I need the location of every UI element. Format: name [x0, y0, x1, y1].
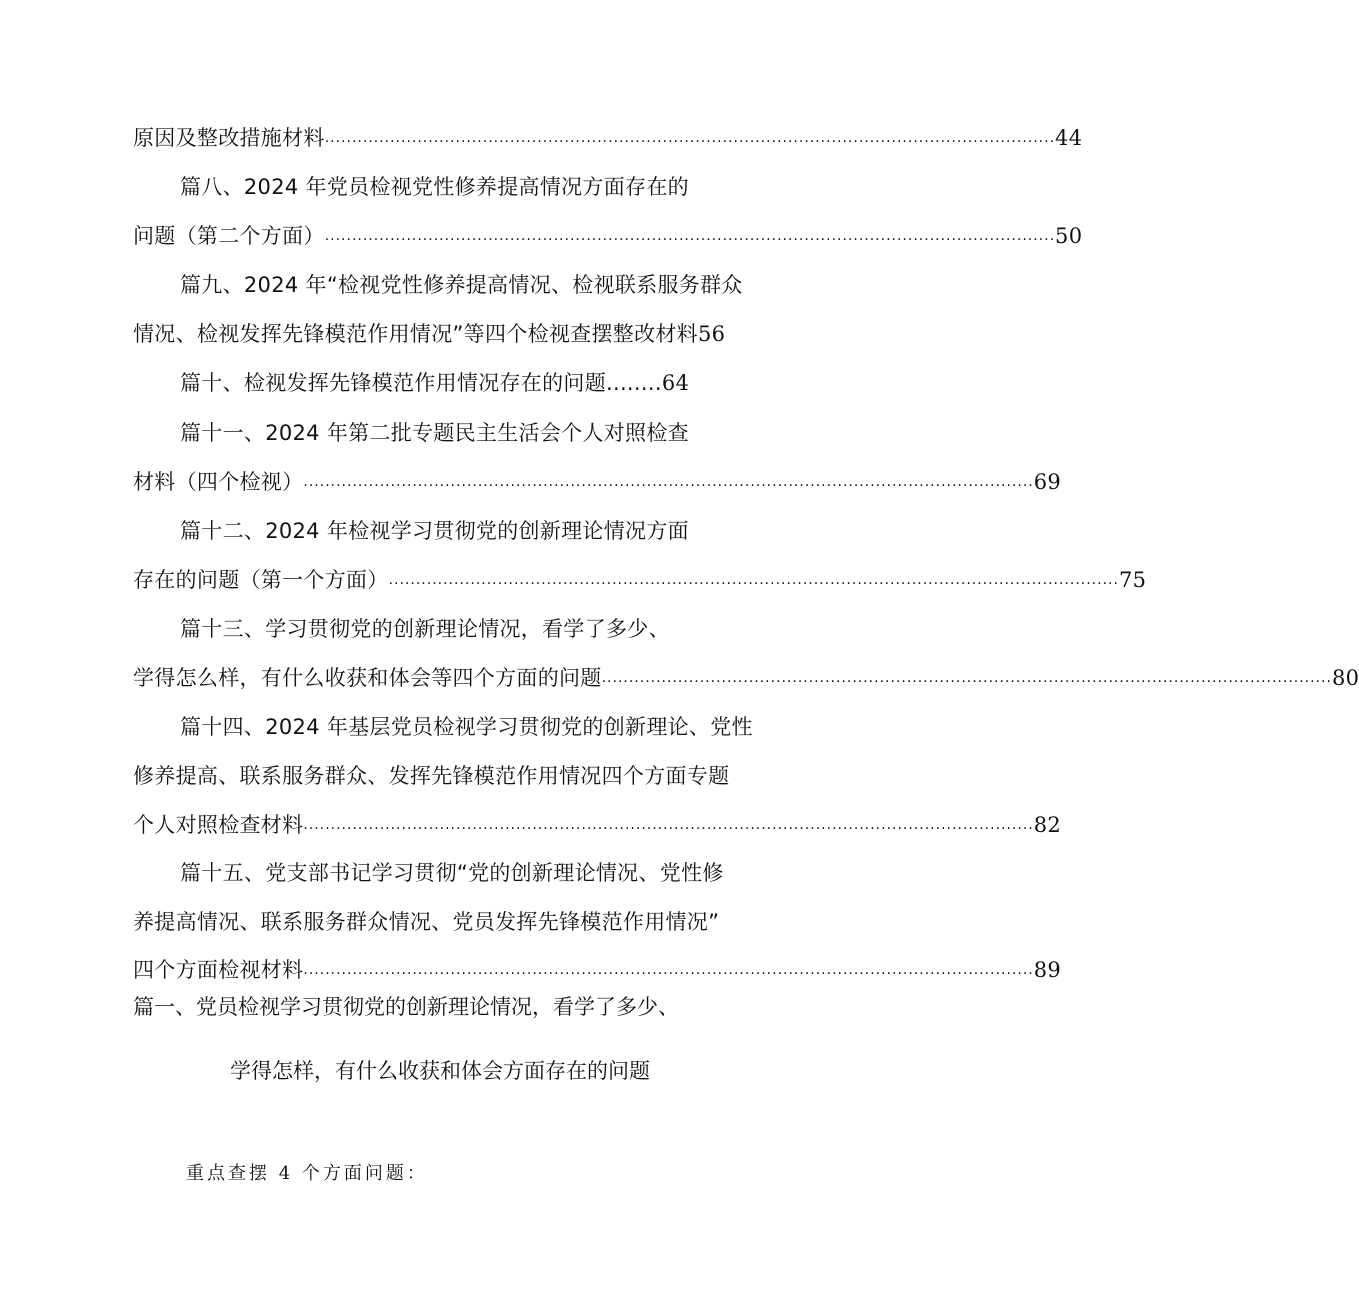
toc-entry-text: 学得怎么样，有什么收获和体会等四个方面的问题: [133, 666, 602, 690]
toc-entry-12[interactable]: [133, 565, 1147, 600]
toc-page-number: 64: [661, 371, 690, 395]
dot-leader: ......................................................................................................................................: [303, 817, 1034, 833]
dot-leader: ......................................................................................................................................: [324, 130, 1056, 146]
body-intro: 重点查摆 4 个方面问题：: [186, 1163, 428, 1184]
dot-leader: ......................................................................................................................................: [388, 572, 1119, 588]
toc-entry-12-title[interactable]: 篇十二、2024 年检视学习贯彻党的创新理论情况方面: [180, 519, 689, 543]
toc-page-number: 50: [1055, 224, 1083, 248]
toc-page-number: 82: [1033, 813, 1062, 837]
toc-page-number: 56: [697, 322, 726, 346]
toc-entry-text: 材料（四个检视）: [133, 470, 304, 494]
toc-entry-8[interactable]: [133, 221, 1083, 256]
toc-entry-11[interactable]: [133, 467, 1062, 502]
toc-entry-13-title[interactable]: 篇十三、学习贯彻党的创新理论情况，看学了多少、: [180, 617, 670, 641]
dot-leader: ......................................................................................................................................: [601, 670, 1332, 686]
toc-page-number: 69: [1033, 470, 1062, 494]
toc-entry-15-title[interactable]: 篇十五、党支部书记学习贯彻“党的创新理论情况、党性修: [180, 861, 724, 885]
toc-entry-9-title[interactable]: 篇九、2024 年“检视党性修养提高情况、检视联系服务群众: [180, 273, 743, 297]
section-title-line2: 学得怎样，有什么收获和体会方面存在的问题: [230, 1059, 650, 1083]
dot-leader: ......................................................................................................................................: [324, 228, 1056, 244]
toc-entry-8-title[interactable]: 篇八、2024 年党员检视党性修养提高情况方面存在的: [180, 175, 689, 199]
toc-entry-10[interactable]: [180, 368, 689, 398]
dot-leader: ......................................................................................................................................: [303, 474, 1034, 490]
toc-entry-text: 原因及整改措施材料: [133, 126, 325, 150]
toc-page-number: 89: [1033, 958, 1062, 982]
toc-entry-13[interactable]: [133, 663, 1359, 698]
toc-entry-7[interactable]: [133, 123, 1083, 158]
toc-entry-15[interactable]: [133, 955, 1062, 990]
toc-page-number: 44: [1055, 126, 1083, 150]
toc-entry-14-line2: 修养提高、联系服务群众、发挥先锋模范作用情况四个方面专题: [133, 764, 730, 788]
toc-entry-text: 问题（第二个方面）: [133, 224, 325, 248]
toc-entry-text: 四个方面检视材料: [133, 958, 304, 982]
toc-entry-text: 情况、检视发挥先锋模范作用情况”等四个检视查摆整改材料: [133, 322, 698, 346]
dot-leader: ........: [606, 371, 662, 395]
toc-entry-15-line2: 养提高情况、联系服务群众情况、党员发挥先锋模范作用情况”: [133, 910, 720, 934]
dot-leader: ......................................................................................................................................: [303, 962, 1034, 978]
toc-entry-text: 个人对照检查材料: [133, 813, 304, 837]
toc-page-number: 75: [1118, 568, 1147, 592]
toc-entry-text: 存在的问题（第一个方面）: [133, 568, 389, 592]
toc-entry-text: 篇十、检视发挥先锋模范作用情况存在的问题: [180, 371, 606, 395]
toc-entry-14-title[interactable]: 篇十四、2024 年基层党员检视学习贯彻党的创新理论、党性: [180, 715, 753, 739]
toc-entry-14[interactable]: [133, 810, 1062, 845]
toc-page-number: 80: [1331, 666, 1359, 690]
toc-entry-9[interactable]: [133, 319, 725, 349]
section-title-line1: 篇一、党员检视学习贯彻党的创新理论情况，看学了多少、: [133, 995, 679, 1019]
toc-entry-11-title[interactable]: 篇十一、2024 年第二批专题民主生活会个人对照检查: [180, 421, 689, 445]
